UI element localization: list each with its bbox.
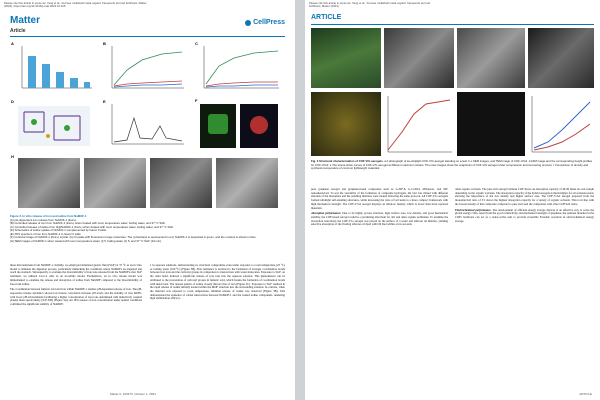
figure-panel-d	[528, 28, 594, 88]
header-rule	[10, 36, 285, 37]
figure-panel-d	[10, 98, 95, 150]
caption-line: (B) Controlled release of iron from NuMOF-1 (Fe2+) when treated with room temperature water, boiling water, and 37 °C SGF.	[10, 221, 166, 225]
body-paragraph: pure graphene aerogel and graphene-based composites such as G-ZIF-8, G-Co3O4, MXene/G, and MV nanosheets/GO. To test the versatility of the formation of composite hydrogels, the GO was mixed with different amounts of the monomers and the resulting mixtures were treated following the same protocol. All COF-V/G aerogels formed ultralight self-standing structures, while increasing the ratio of GO leads to a more compact framework with high mechanical strength. The COF-V/G2 aerogel displays an ultralow density, which is lower than most reported materials.	[311, 187, 448, 210]
figure-panel-h	[528, 92, 594, 156]
figure-panel-c	[457, 28, 525, 88]
body-paragraph	[311, 212, 448, 227]
figure-caption-text: a A photograph of as-ultralight COF-V/G aerogel standing on a leaf. b-c SEM images, and TEM image of COF-V/G2. d AFM image and the corresponding height profiles for COF-V/G2. e The stress-strain curves of COF-V/G aerogel at different maximum strains. The inset images show the snapshots of COF-V/G aerogel under compression and recovering process. f Comparison of density and synthesis temperature of common lightweight materials.	[311, 159, 593, 170]
body-paragraph: other organic solvents. The pure rGO aerogel without COF shows an absorption capacity of 46-99 times its own weight depending on the organic solvents. The absorption capacity of the hybrid aerogels is much higher for all solvents tested, showing the importance of the low density and higher surface area. The COF-V/G2 aerogel prepared from the monomer/GO ratio of 3:1 shows the highest absorption capacity for a variety of organic solvents. This is in line with the lowest density of this composite compared to pure rGO and the composites with other COF/GO ratios.	[455, 187, 594, 206]
svg-text:B: B	[103, 41, 106, 46]
figure-caption-title: Fig. 2 Structural characterization of COF-V/G aerogels.	[311, 159, 384, 163]
caption-line: (H) SEM images of NuMOF-1 when treated with room temperature water (I) 5, boiling water (J) 5, and 37 °C SGF (10 min).	[10, 238, 162, 243]
body-column-left	[10, 264, 142, 307]
citation-notice: Please cite this article in press as: Yang et al., Ferrous multishell metal organic framework as food fortificant, Matter (2023), https://doi.org/10.1016/j.matt.2023.10.015	[4, 1, 147, 9]
figure-panel-b	[102, 40, 187, 95]
body-column-right	[455, 188, 594, 223]
paragraph-heading: Electrochemical performance.	[455, 207, 492, 212]
article-type: Article	[10, 28, 26, 34]
citation-notice: Please cite this article in press as: Yang et al., Ferrous multishell metal organic framework as food fortificant, Matter (2023)	[309, 1, 430, 9]
svg-text:E: E	[103, 99, 106, 104]
figure-3	[10, 40, 285, 212]
figure-caption-title: Figure 3. In vitro release of iron and iodine from NuMOF-1	[10, 214, 87, 218]
cellpress-logo-icon	[245, 20, 251, 26]
body-paragraph: 1 in aqueous solutions, demonstrating no structural compromise even under exposure to room temperature (25 °C) or boiling water (100 °C) (Figure 3B). This resilience is ascribed to the formation of stronger coordination bonds between iron ions and the carbonyl groups in comparison to interactions with water molecules. Exposure to SGF, on the other hand, induced a significant release of iron ions into the aqueous solution. This phenomenon can be attributed to the protonation of carboxyl groups in fumaric acid, which breaks the formation of coordination bonds with metal ions. The release pattern of iodine closely mirrors that of iron (Figure 3C). Exposure to SGF resulted in the rapid release of iodine initially loaded within the MOF structure into the surrounding solution. In contrast, when the material was exposed to room temperature, minimal release of iodine was observed (Figure 3B). This demonstrated the existence of robust interactions between NuMOF-1 and the loaded iodine compounds, rendering high stabilization efficacy.	[150, 263, 285, 301]
figure-panel-e	[311, 92, 381, 156]
section-label: ARTICLE	[311, 14, 342, 21]
figure-panel-a	[10, 40, 95, 95]
figure-panel-g	[457, 92, 525, 156]
body-column-left	[311, 188, 448, 227]
journal-name: Matter	[10, 15, 41, 26]
figure-caption	[10, 215, 285, 243]
figure-2	[311, 28, 594, 158]
header-rule	[311, 24, 594, 25]
paragraph-text: Due to its highly porous structure, high surface area, low density, and good mechanical stability, the COF-based aerogel could be a promising absorbent for oils and other organic pollutants. To examine the absorption selectivity, the COF-V/G aerogel was placed on the surface of a water and silicone oil mixture, yielding selective absorption of the floating silicone oil dyed with Oil Red within a few seconds.	[311, 211, 448, 227]
caption-line: (F) Confocal image of NuMOF-1 (Fe2+) crystal. (G) Crystals with fluorescent range molecules. The cyclophane is represented in red, NuMOF-1 is deposited in green, and the nucleus is shown in blue.	[10, 235, 257, 239]
body-paragraph	[455, 209, 594, 224]
publisher-logo	[245, 19, 285, 26]
figure-panel-a	[311, 28, 381, 88]
paragraph-text: The development of efficient energy storage devices is an effective way to solve the global energy crisis. Apart from the good conductivity and mechanical strength of graphene, the quinone moieties in the COFs backbone can act as a redox-active unit to provide reversible Faradaic reactions in electrochemical energy storage.	[455, 207, 594, 223]
caption-line: (A) pH-dependent iron release from NuMOF-1 (Fe2+).	[10, 217, 77, 222]
page-footer: ARTICLE	[579, 392, 592, 396]
publisher-name: CellPress	[253, 19, 285, 26]
caption-line: (D) Schematics of iodine uptake of NuMOF-1 complemented by Gavor II salts.	[10, 228, 107, 232]
caption-line: (E) XPS spectrum of iron from NuMOF-1 in Gavor II salts.	[10, 231, 82, 236]
figure-panel-h: H	[10, 154, 282, 210]
body-paragraph: these micronutrients from NuMOF-1. Initially, we employed simulated gastric fluid (SGF) at 37 °C as an in vitro model to simulate the digestion process, particularly mimicking the conditions where NuMOFs are ingested and reach the stomach. Subsequently, to evaluate the bioavailability of iron ions released from the NuMOFs after SGF treatment, we utilized Caco-2 cells as an in-cellulo model. Furthermore, an in vivo mouse model was implemented to examine the release and absorption of iodine from NuMOF compared to the bioavailability of free-form iodine.	[10, 263, 142, 286]
body-paragraph: The coordination between fumaric acid and iron within NuMOF-1 enables pH-dependent release of iron. The pH-responsive release dynamics showed an inverse correlation between pH levels and the stability of iron MOFs, with lower pH environments facilitating a higher concentration of iron ions determined with inductively coupled plasma mass spectrometry (ICP-MS) (Figure 3A). An 18% release of iron concentration under neutral conditions confirmed the significant stability of NuMOF-	[10, 287, 142, 307]
figure-panel-c	[194, 40, 282, 95]
figure-caption	[311, 160, 594, 171]
caption-line: (C) Controlled release of iodine from I2@NuMOF-1 (Fe2+) when treated with room temperature water, boiling water, and 37 °C SGF.	[10, 224, 174, 229]
figure-panel-b	[384, 28, 454, 88]
paragraph-heading: Absorption performance.	[311, 211, 342, 216]
body-column-right	[150, 264, 285, 301]
svg-text:D: D	[11, 99, 14, 104]
figure-panel-f	[384, 92, 454, 156]
svg-text:C: C	[195, 41, 198, 46]
right-page	[305, 0, 600, 400]
figure-panel-fg: F	[194, 98, 282, 150]
left-page	[0, 0, 295, 400]
svg-text:A: A	[11, 41, 14, 46]
figure-panel-e	[102, 98, 187, 150]
page-footer: Matter 6, 103373, October 1, 2023	[110, 392, 156, 396]
